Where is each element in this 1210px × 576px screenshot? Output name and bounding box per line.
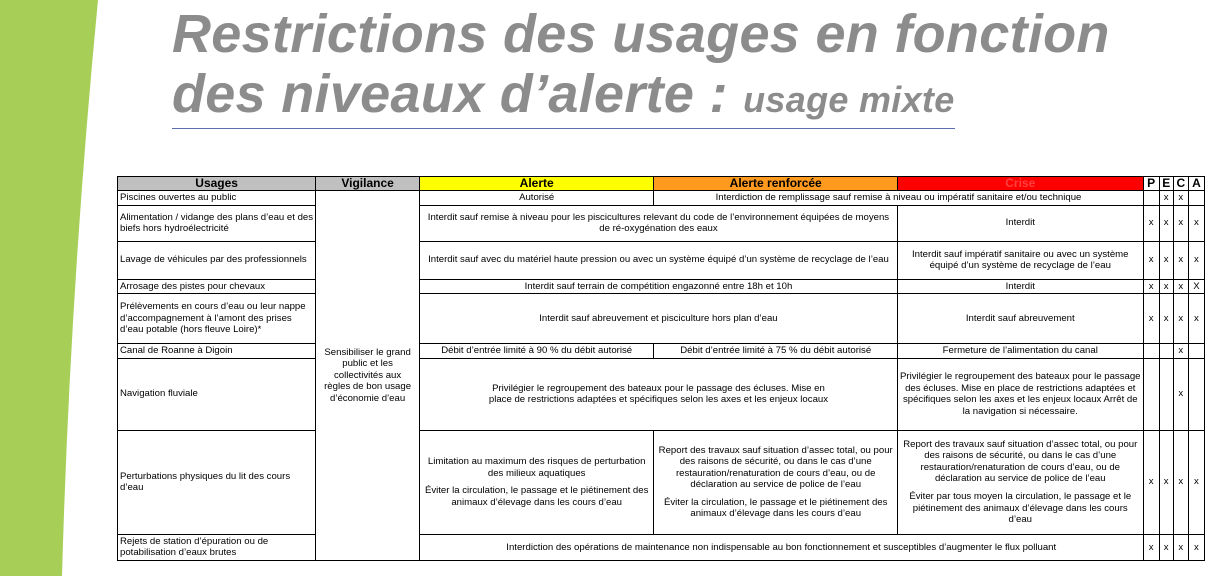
crise-cell: Interdit (897, 205, 1143, 241)
restrictions-table-container (117, 176, 1205, 561)
alerte-cell: Autorisé (419, 191, 654, 206)
crise-text-2: Éviter par tous moyen la circulation, le passage et le piétinement des animaux d’élevage dans les cours d’eau (909, 491, 1132, 526)
vigilance-cell: Sensibiliser le grand public et les collectivités aux règles de bon usage d’économie d’eau (316, 191, 420, 561)
title-line-2 (172, 66, 955, 129)
title-line-1: Restrictions des usages en fonction (172, 4, 1110, 64)
alerte-renforcee-cell: Interdit sauf remise à niveau pour les piscicultures relevant du code de l’environnement équipées de moyens de ré-oxygénation des eaux (419, 205, 897, 241)
flag-a: x (1188, 294, 1204, 344)
table-row (118, 279, 1205, 294)
flag-c: x (1173, 358, 1188, 430)
flag-c: x (1173, 279, 1188, 294)
header-vigilance: Vigilance (316, 177, 420, 191)
renforcee-cell: Débit d’entrée limité à 75 % du débit autorisé (654, 344, 898, 359)
usage-cell: Perturbations physiques du lit des cours d’eau (118, 430, 316, 534)
header-e: E (1159, 177, 1173, 191)
flag-e: x (1159, 241, 1173, 279)
flag-p (1143, 191, 1159, 206)
table-row (118, 344, 1205, 359)
alerte-renforcee-cell: Interdit sauf avec du matériel haute pression ou avec un système équipé d’un système de recyclage de l’eau (419, 241, 897, 279)
flag-c: x (1173, 430, 1188, 534)
crise-cell: Interdit sauf impératif sanitaire ou avec un système équipé d’un système de recyclage de l’eau (897, 241, 1143, 279)
flag-p (1143, 344, 1159, 359)
restrictions-table (117, 176, 1205, 561)
renforcee-cell (654, 430, 898, 534)
table-row (118, 534, 1205, 560)
table-row (118, 430, 1205, 534)
renforcee-text-2: Éviter la circulation, le passage et le piétinement des animaux d’élevage dans les cours d’eau (663, 496, 888, 520)
flag-a (1188, 191, 1204, 206)
flag-e: x (1159, 430, 1173, 534)
flag-a: x (1188, 241, 1204, 279)
table-row (118, 241, 1205, 279)
header-crise: Crise (897, 177, 1143, 191)
title-subtitle: usage mixte (743, 79, 955, 120)
table-row (118, 205, 1205, 241)
green-curve-shape (0, 0, 98, 576)
flag-a: X (1188, 279, 1204, 294)
flag-p: x (1143, 534, 1159, 560)
table-row (118, 294, 1205, 344)
flag-e (1159, 344, 1173, 359)
crise-cell: Privilégier le regroupement des bateaux pour le passage des écluses. Mise en place de restrictions adaptées et spécifiques selon les axes et les enjeux locaux Arrêt de la navigation si nécessaire. (897, 358, 1143, 430)
header-c: C (1173, 177, 1188, 191)
flag-c: x (1173, 344, 1188, 359)
flag-a: x (1188, 534, 1204, 560)
alerte-text-1: Limitation au maximum des risques de perturbation des milieux aquatiques (427, 456, 646, 479)
header-alerte: Alerte (419, 177, 654, 191)
usage-cell: Arrosage des pistes pour chevaux (118, 279, 316, 294)
flag-c: x (1173, 205, 1188, 241)
flag-p: x (1143, 279, 1159, 294)
decorative-green-bar (0, 0, 100, 576)
flag-a: x (1188, 205, 1204, 241)
page-title (172, 4, 1110, 129)
alerte-text-2: Éviter la circulation, le passage et le piétinement des animaux d’élevage dans les cours d’eau (424, 485, 649, 508)
flag-p: x (1143, 241, 1159, 279)
title-line-2-main: des niveaux d’alerte : (172, 64, 744, 124)
flag-p: x (1143, 430, 1159, 534)
crise-cell: Interdit sauf abreuvement (897, 294, 1143, 344)
alerte-cell: Débit d’entrée limité à 90 % du débit autorisé (419, 344, 654, 359)
flag-p (1143, 358, 1159, 430)
all-levels-cell: Interdiction des opérations de maintenance non indispensable au bon fonctionnement et susceptibles d’augmenter le flux polluant (419, 534, 1143, 560)
flag-e: x (1159, 205, 1173, 241)
flag-a (1188, 344, 1204, 359)
usage-cell: Navigation fluviale (118, 358, 316, 430)
flag-e: x (1159, 294, 1173, 344)
flag-a (1188, 358, 1204, 430)
header-p: P (1143, 177, 1159, 191)
flag-c: x (1173, 534, 1188, 560)
alerte-renforcee-cell: Interdit sauf terrain de compétition engazonné entre 18h et 10h (419, 279, 897, 294)
flag-c: x (1173, 241, 1188, 279)
table-row (118, 191, 1205, 206)
flag-e: x (1159, 279, 1173, 294)
alerte-cell (419, 430, 654, 534)
crise-cell: Fermeture de l’alimentation du canal (897, 344, 1143, 359)
crise-text-1: Report des travaux sauf situation d’assec total, ou pour des raisons de sécurité, ou dans le cas d’une restauration/renaturation de cours d’eau, ou de déclaration au service de police de l’eau (903, 438, 1138, 485)
usage-cell: Rejets de station d’épuration ou de potabilisation d’eaux brutes (118, 534, 316, 560)
flag-a: x (1188, 430, 1204, 534)
usage-cell: Prélèvements en cours d’eau ou leur nappe d’accompagnement à l’amont des prises d’eau potable (hors fleuve Loire)* (118, 294, 316, 344)
renforcee-crise-cell: Interdiction de remplissage sauf remise à niveau ou impératif sanitaire et/ou technique (654, 191, 1143, 206)
crise-cell: Interdit (897, 279, 1143, 294)
renforcee-text-1: Report des travaux sauf situation d’assec total, ou pour des raisons de sécurité, ou dans le cas d’une restauration/renaturation de cours d’eau, ou de déclaration au service de police de l’eau (658, 444, 893, 491)
flag-p: x (1143, 205, 1159, 241)
header-alerte-renforcee: Alerte renforcée (654, 177, 898, 191)
crise-cell (897, 430, 1143, 534)
flag-c: x (1173, 191, 1188, 206)
flag-e: x (1159, 191, 1173, 206)
flag-c: x (1173, 294, 1188, 344)
flag-e: x (1159, 534, 1173, 560)
usage-cell: Piscines ouvertes au public (118, 191, 316, 206)
alerte-renforcee-cell: Privilégier le regroupement des bateaux pour le passage des écluses. Mise en place de restrictions adaptées et spécifiques selon les axes et les enjeux locaux (419, 358, 897, 430)
alerte-renforcee-cell: Interdit sauf abreuvement et pisciculture hors plan d’eau (419, 294, 897, 344)
table-header-row (118, 177, 1205, 191)
usage-cell: Lavage de véhicules par des professionnels (118, 241, 316, 279)
usage-cell: Alimentation / vidange des plans d’eau et des biefs hors hydroélectricité (118, 205, 316, 241)
table-row (118, 358, 1205, 430)
header-usages: Usages (118, 177, 316, 191)
header-a: A (1188, 177, 1204, 191)
flag-p: x (1143, 294, 1159, 344)
flag-e (1159, 358, 1173, 430)
usage-cell: Canal de Roanne à Digoin (118, 344, 316, 359)
